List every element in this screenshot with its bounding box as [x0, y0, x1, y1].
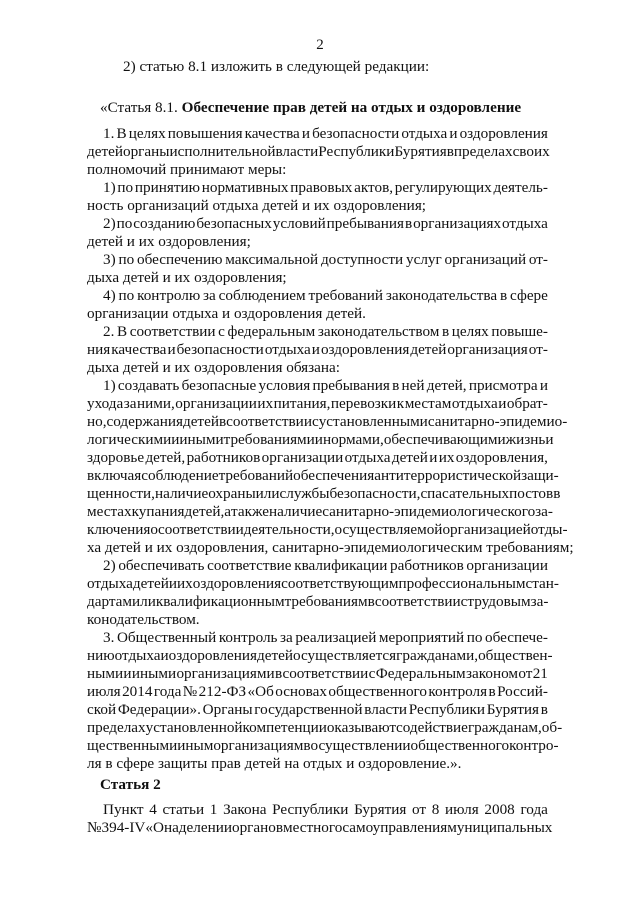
body-line: полномочий принимают меры: [87, 161, 287, 178]
body-line: но, содержания детей в соответствии с установленными санитарно-эпидемио- [87, 413, 568, 430]
body-line: июля 2014 года № 212-ФЗ «Об основах общественного контроля в Россий- [87, 683, 548, 700]
closing-line: Пункт 4 статьи 1 Закона Республики Бурятия от 8 июля 2008 года [103, 801, 548, 818]
body-line: логическими и иными требованиями и нормами, обеспечивающими жизнь и [87, 431, 554, 448]
body-line: местах купания детей, а также наличие санитарно-эпидемиологического за- [87, 503, 553, 520]
body-line: 1) создавать безопасные условия пребывания в ней детей, присмотра и [103, 377, 548, 394]
page-number: 2 [316, 37, 324, 53]
body-line: 1) по принятию нормативных правовых актов, регулирующих деятель- [103, 179, 548, 196]
article-2-heading [100, 776, 161, 794]
body-line: нию отдыха и оздоровления детей осуществляется гражданами, обществен- [87, 647, 553, 664]
intro-line: 2) статью 8.1 изложить в следующей редакции: [123, 58, 430, 75]
article-8-1-prefix: «Статья 8.1. [100, 99, 182, 116]
body-line: 2. В соответствии с федеральным законодательством в целях повыше- [103, 323, 548, 340]
body-line: организации отдыха и оздоровления детей. [87, 305, 366, 322]
body-line: включая соблюдение требований обеспечения антитеррористической защи- [87, 467, 559, 484]
body-line: 3. Общественный контроль за реализацией мероприятий по обеспече- [103, 629, 548, 646]
body-line: детей органы исполнительной власти Республики Бурятия в пределах своих [87, 143, 550, 160]
body-line: отдыха детей и их оздоровления соответствующим профессиональным стан- [87, 575, 559, 592]
body-line: ля в сфере защиты прав детей на отдых и оздоровление.». [87, 755, 462, 772]
body-line: дартам или квалификационным требованиям в соответствии с трудовым за- [87, 593, 549, 610]
body-line: дыха детей и их оздоровления обязана: [87, 359, 340, 376]
body-line: здоровье детей, работников организации отдыха детей и их оздоровления, [87, 449, 548, 466]
article-8-1-title: Обеспечение прав детей на отдых и оздоровление [181, 99, 522, 116]
body-line: щенности, наличие охраны или службы безопасности, спасательных постов в [87, 485, 561, 502]
body-line: щественным и иным организациям в осуществлении общественного контро- [87, 737, 559, 754]
body-line: 2) по созданию безопасных условий пребывания в организациях отдыха [103, 215, 548, 232]
body-line: 2) обеспечивать соответствие квалификации работников организации [103, 557, 548, 574]
body-line: пределах установленной компетенции оказывают содействие гражданам, об- [87, 719, 563, 736]
body-line: детей и их оздоровления; [87, 233, 251, 250]
body-line: 3) по обеспечению максимальной доступности услуг организаций от- [103, 251, 548, 268]
article-2-title: Статья 2 [100, 776, 161, 793]
body-line: 4) по контролю за соблюдением требований законодательства в сфере [103, 287, 548, 304]
body-line: 1. В целях повышения качества и безопасности отдыха и оздоровления [103, 125, 548, 142]
body-line: ключения о соответствии деятельности, осуществляемой организацией отды- [87, 521, 568, 538]
body-line: ской Федерации». Органы государственной власти Республики Бурятия в [87, 701, 548, 718]
body-line: конодательством. [87, 611, 200, 628]
body-line: ными и иными организациями в соответствии с Федеральным законом от 21 [87, 665, 548, 682]
body-line: дыха детей и их оздоровления; [87, 269, 287, 286]
article-8-1-heading [100, 99, 521, 117]
body-line: ния качества и безопасности отдыха и оздоровления детей организация от- [87, 341, 548, 358]
closing-line: № 394-IV «О наделении органов местного самоуправления муниципальных [87, 819, 553, 836]
body-line: ха детей и их оздоровления, санитарно-эпидемиологическим требованиям; [87, 539, 574, 556]
body-line: ность организаций отдыха детей и их оздоровления; [87, 197, 427, 214]
body-line: ухода за ними, организации их питания, перевозки к местам отдыха и обрат- [87, 395, 548, 412]
